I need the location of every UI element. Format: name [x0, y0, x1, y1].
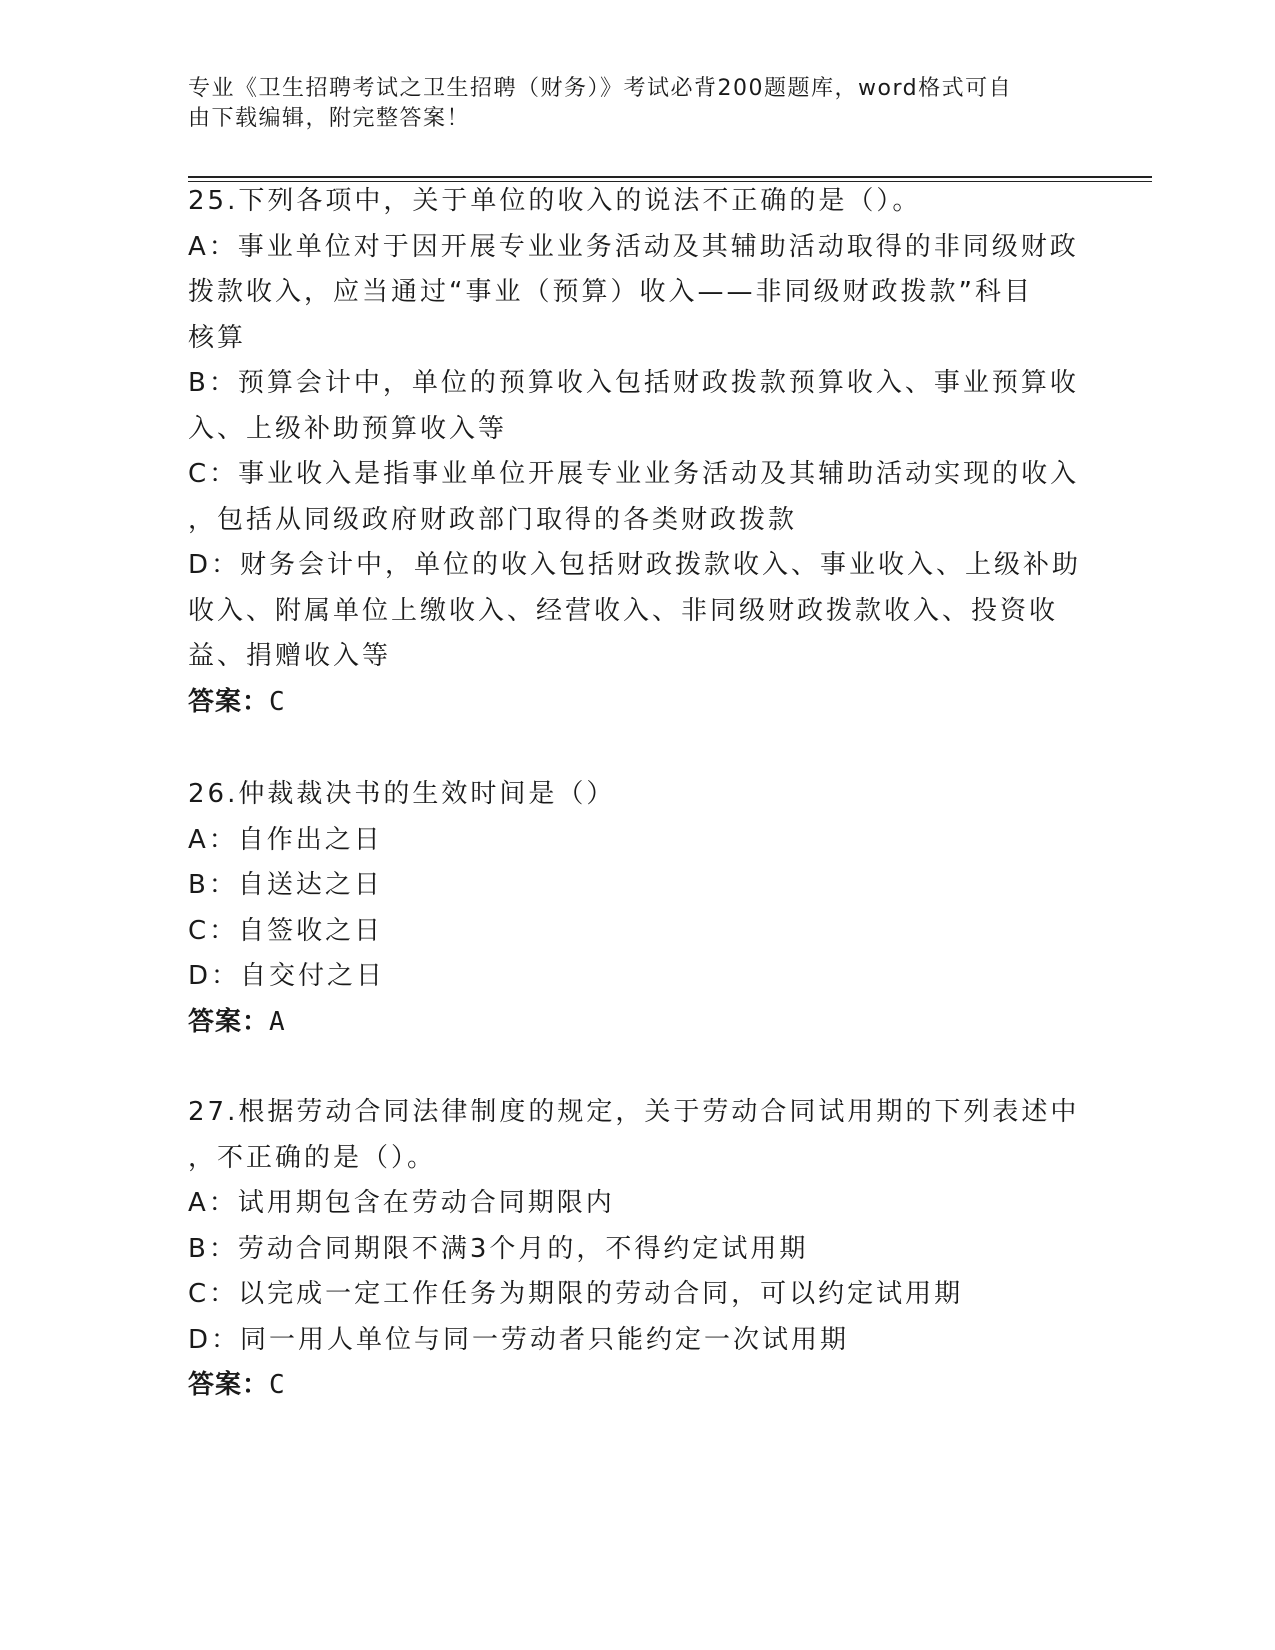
option-a: A：事业单位对于因开展专业业务活动及其辅助活动取得的非同级财政 — [188, 231, 1079, 262]
option-d-cont: 收入、附属单位上缴收入、经营收入、非同级财政拨款收入、投资收 — [188, 595, 1059, 626]
option-b: B：预算会计中，单位的预算收入包括财政拨款预算收入、事业预算收 — [188, 368, 1079, 398]
question-26 — [188, 772, 1088, 1045]
header-line-1: 专业《卫生招聘考试之卫生招聘（财务）》考试必背200题题库，word格式可自 — [188, 76, 1013, 101]
header-line-2: 由下载编辑，附完整答案！ — [188, 106, 471, 131]
header-divider-thick — [188, 176, 1152, 178]
option-a-cont: 拨款收入，应当通过“事业（预算）收入——非同级财政拨款”科目 — [188, 277, 1033, 307]
option-a: A：试用期包含在劳动合同期限内 — [188, 1188, 615, 1218]
option-b-cont: 入、上级补助预算收入等 — [188, 413, 508, 444]
answer-label: 答案： — [188, 1006, 270, 1037]
question-text: 25.下列各项中，关于单位的收入的说法不正确的是（）。 — [188, 186, 922, 216]
document-header — [188, 74, 1068, 134]
question-text-cont: ，不正确的是（）。 — [188, 1142, 437, 1173]
option-c: C：事业收入是指事业单位开展专业业务活动及其辅助活动实现的收入 — [188, 459, 1080, 489]
option-d: D：同一用人单位与同一劳动者只能约定一次试用期 — [188, 1324, 850, 1355]
answer-line — [188, 680, 1088, 726]
option-c-cont: ，包括从同级政府财政部门取得的各类财政拨款 — [188, 504, 798, 535]
answer-label: 答案： — [188, 686, 270, 717]
option-d: D：自交付之日 — [188, 961, 386, 991]
question-text: 26.仲裁裁决书的生效时间是（） — [188, 779, 616, 809]
answer-value: C — [269, 1370, 286, 1400]
answer-line — [188, 1363, 1088, 1409]
answer-value: A — [269, 1006, 286, 1037]
option-c: C：自签收之日 — [188, 915, 384, 946]
question-text: 27.根据劳动合同法律制度的规定，关于劳动合同试用期的下列表述中 — [188, 1097, 1080, 1127]
answer-value: C — [269, 686, 286, 717]
option-d: D：财务会计中，单位的收入包括财政拨款收入、事业收入、上级补助 — [188, 550, 1082, 580]
answer-line — [188, 1000, 1088, 1046]
question-25 — [188, 179, 1088, 725]
option-c: C：以完成一定工作任务为期限的劳动合同，可以约定试用期 — [188, 1279, 964, 1309]
answer-label: 答案： — [188, 1370, 270, 1400]
option-d-cont: 益、捐赠收入等 — [188, 641, 392, 671]
option-b: B：自送达之日 — [188, 870, 383, 900]
question-27 — [188, 1090, 1088, 1409]
option-a: A：自作出之日 — [188, 824, 383, 855]
option-a-cont: 核算 — [188, 322, 247, 353]
option-b: B：劳动合同期限不满3个月的，不得约定试用期 — [188, 1233, 809, 1264]
